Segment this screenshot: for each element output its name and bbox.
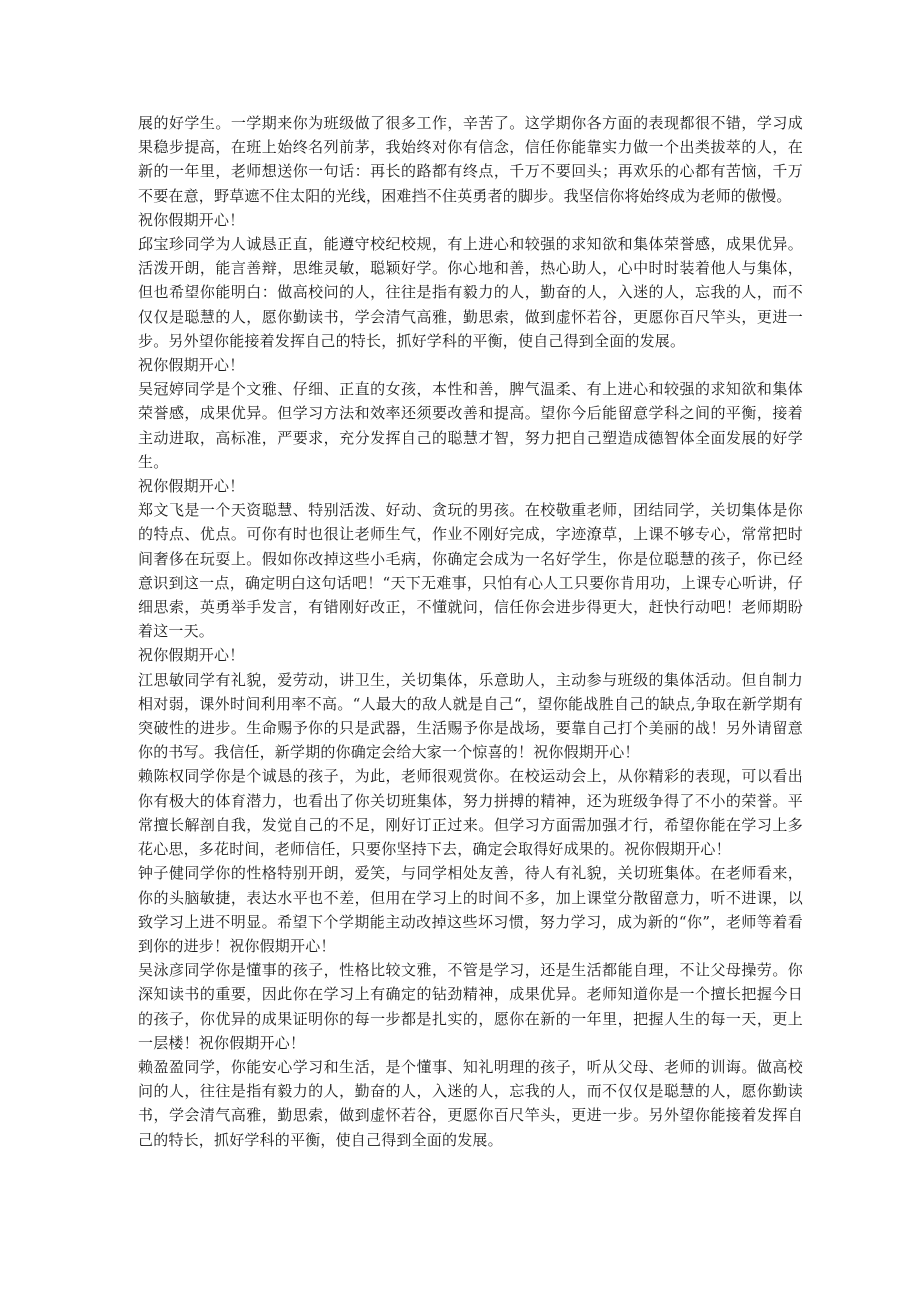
closing-wish: 祝你假期开心！	[138, 477, 245, 496]
closing-wish: 祝你假期开心！	[138, 646, 245, 665]
closing-wish: 祝你假期开心！	[138, 210, 245, 229]
paragraph-continuation: 展的好学生。一学期来你为班级做了很多工作，辛苦了。这学期你各方面的表现都很不错，学习成果稳步提高，在班上始终名列前茅，我始终对你有信念，信任你能靠实力做一个出类拔萃的人，在新的一年里，老师想送你一句话：再长的路都有终点，千万不要回头；再欢乐的心都有苦恼，千万不要在意，野草遮不住太阳的光线，困难挡不住英勇者的脚步。我坚信你将始终成为老师的傲慢。	[138, 114, 803, 205]
comment-lai-chenquan: 赖陈权同学你是个诚恳的孩子，为此，老师很观赏你。在校运动会上，从你精彩的表现，可以看出你有极大的体育潜力，也看出了你关切班集体，努力拼搏的精神，还为班级争得了不小的荣誉。平常擅长解剖自我，发觉自己的不足，刚好订正过来。但学习方面需加强才行，希望你能在学习上多花心思，多花时间，老师信任，只要你坚持下去，确定会取得好成果的。祝你假期开心！	[138, 767, 803, 859]
comment-zheng-wenfei: 郑文飞是一个天资聪慧、特别活泼、好动、贪玩的男孩。在校敬重老师，团结同学，关切集体是你的特点、优点。可你有时也很让老师生气，作业不刚好完成，字迹潦草，上课不够专心，常常把时间奢侈在玩耍上。假如你改掉这些小毛病，你确定会成为一名好学生，你是位聪慧的孩子，你已经意识到这一点，确定明白这句话吧！“天下无难事，只怕有心人工只要你肯用功，上课专心听讲，仔细思索，英勇举手发言，有错刚好改正，不懂就问，信任你会进步得更大，赶快行动吧！老师期盼着这一天。	[138, 501, 803, 641]
comment-wu-yongyan: 吴泳彦同学你是懂事的孩子，性格比较文雅，不管是学习，还是生活都能自理，不让父母操劳。你深知读书的重要，因此你在学习上有确定的钻劲精神，成果优异。老师知道你是一个擅长把握今日的孩子，你优异的成果证明你的每一步都是扎实的，愿你在新的一年里，把握人生的每一天，更上一层楼！祝你假期开心！	[138, 961, 803, 1052]
comment-qiu-baozhen: 邱宝珍同学为人诚恳正直，能遵守校纪校规，有上进心和较强的求知欲和集体荣誉感，成果优异。活泼开朗，能言善辩，思维灵敏，聪颖好学。你心地和善，热心助人，心中时时装着他人与集体，但也希望你能明白：做高校问的人，往往是指有毅力的人，勤奋的人，入迷的人，忘我的人，而不仅仅是聪慧的人，愿你勤读书，学会清气高雅，勤思索，做到虚怀若谷，更愿你百尺竿头，更进一步。另外望你能接着发挥自己的特长，抓好学科的平衡，使自己得到全面的发展。	[138, 235, 803, 350]
comment-jiang-simin: 江思敏同学有礼貌，爱劳动，讲卫生，关切集体，乐意助人，主动参与班级的集体活动。但自制力相对弱，课外时间利用率不高。“人最大的敌人就是自己“，望你能战胜自己的缺点,争取在新学期有突破性的进步。生命赐予你的只是武器，生活赐予你是战场，要靠自己打个美丽的战！另外请留意你的书写。我信任，新学期的你确定会给大家一个惊喜的！祝你假期开心！	[138, 670, 803, 762]
closing-wish: 祝你假期开心！	[138, 356, 245, 375]
comment-lai-yingying: 赖盈盈同学，你能安心学习和生活，是个懂事、知礼明理的孩子，听从父母、老师的训诲。做高校问的人，往往是指有毅力的人，勤奋的人，入迷的人，忘我的人，而不仅仅是聪慧的人，愿你勤读书，学会清气高雅，勤思索，做到虚怀若谷，更愿你百尺竿头，更进一步。另外望你能接着发挥自己的特长，抓好学科的平衡，使自己得到全面的发展。	[138, 1057, 803, 1149]
comment-zhong-zijian: 钟子健同学你的性格特别开朗，爱笑，与同学相处友善，待人有礼貌，关切班集体。在老师看来，你的头脑敏捷，表达水平也不差，但用在学习上的时间不多，加上课堂分散留意力，听不进课，以致学习上进不明显。希望下个学期能主动改掉这些坏习惯，努力学习，成为新的“你”，老师等着看到你的进步！祝你假期开心！	[138, 864, 803, 955]
comment-wu-guanting: 吴冠婷同学是个文雅、仔细、正直的女孩，本性和善，脾气温柔、有上进心和较强的求知欲和集体荣誉感，成果优异。但学习方法和效率还须要改善和提高。望你今后能留意学科之间的平衡，接着主动进取，高标准，严要求，充分发挥自己的聪慧才智，努力把自己塑造成德智体全面发展的好学生。	[138, 380, 803, 471]
document-body	[138, 111, 803, 1152]
